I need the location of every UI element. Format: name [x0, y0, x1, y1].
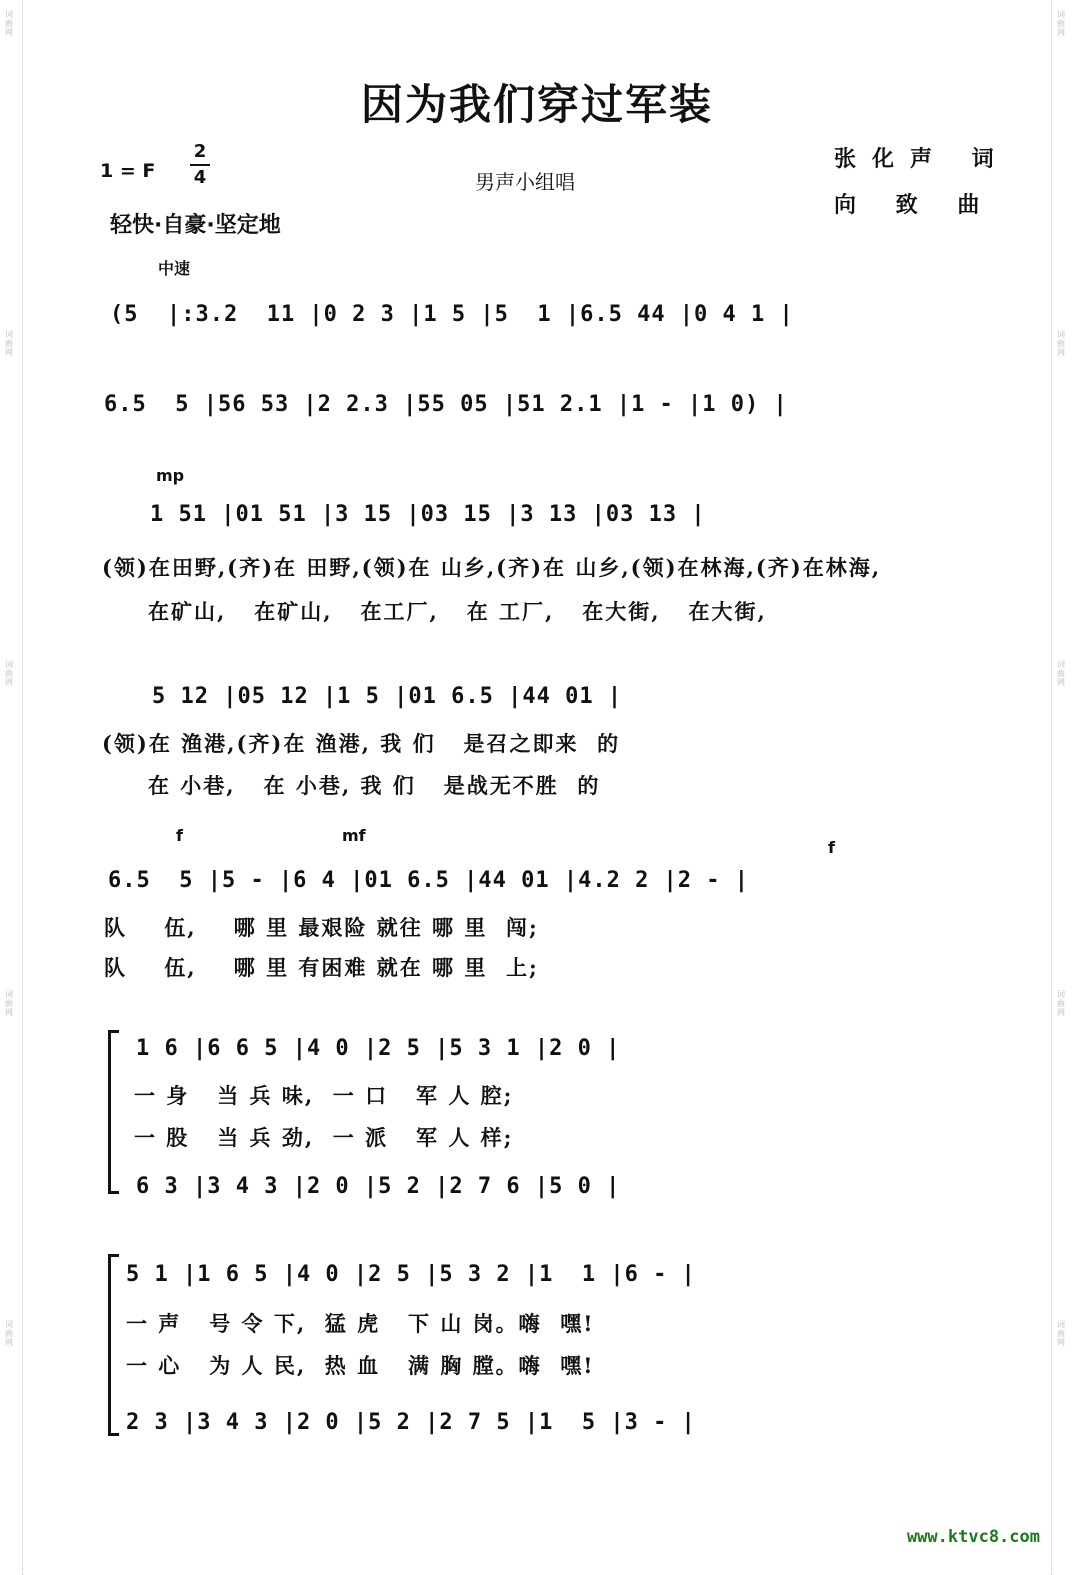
margin-mark: 词曲网	[5, 1320, 13, 1347]
system-bracket-1	[108, 1030, 119, 1194]
margin-mark: 词曲网	[1057, 990, 1065, 1017]
key-signature: 1 = F	[100, 160, 156, 182]
lyricist-credit: 张化声 词	[834, 146, 1010, 172]
tempo-marking: 中速	[158, 259, 191, 278]
lyrics-row-4-verse-2: 在 小巷, 在 小巷, 我 们 是战无不胜 的	[148, 773, 601, 798]
dynamic-mf: mf	[342, 826, 366, 845]
meter-divider	[190, 164, 210, 166]
lyrics-row-6-verse-2: 一 股 当 兵 劲, 一 派 军 人 样;	[134, 1125, 514, 1150]
notation-row-6-upper: 1 6 |6 6 5 |4 0 |2 5 |5 3 1 |2 0 |	[136, 1036, 621, 1061]
site-watermark: www.ktvc8.com	[906, 1527, 1040, 1547]
margin-mark: 词曲网	[1057, 1320, 1065, 1347]
margin-mark: 词曲网	[5, 330, 13, 357]
margin-mark: 词曲网	[5, 660, 13, 687]
margin-mark: 词曲网	[5, 990, 13, 1017]
time-signature	[190, 142, 210, 188]
dynamic-mp: mp	[156, 466, 185, 485]
margin-mark: 词曲网	[1057, 10, 1065, 37]
notation-row-6-lower: 6 3 |3 4 3 |2 0 |5 2 |2 7 6 |5 0 |	[136, 1174, 621, 1199]
expression-marking: 轻快·自豪·坚定地	[110, 213, 281, 238]
lyrics-row-7-verse-2: 一 心 为 人 民, 热 血 满 胸 膛。嗨 嘿!	[126, 1353, 595, 1378]
meter-bottom: 4	[193, 167, 207, 188]
right-margin-watermark	[1051, 0, 1074, 1575]
lyrics-row-6-verse-1: 一 身 当 兵 味, 一 口 军 人 腔;	[134, 1083, 514, 1108]
lyrics-row-3-verse-2: 在矿山, 在矿山, 在工厂, 在 工厂, 在大街, 在大街,	[148, 599, 767, 624]
dynamic-f: f	[176, 826, 183, 845]
lyrics-row-5-verse-2: 队 伍, 哪 里 有困难 就在 哪 里 上;	[104, 955, 539, 980]
composer-credit: 向 致 曲	[834, 192, 996, 218]
notation-row-7-upper: 5 1 |1 6 5 |4 0 |2 5 |5 3 2 |1 1 |6 - |	[126, 1262, 696, 1287]
meter-top: 2	[193, 141, 207, 162]
lyrics-row-4-verse-1: (领)在 渔港,(齐)在 渔港, 我 们 是召之即来 的	[102, 731, 621, 756]
margin-mark: 词曲网	[1057, 330, 1065, 357]
notation-row-1: (5 |:3.2 11 |0 2 3 |1 5 |5 1 |6.5 44 |0 4 1 |	[110, 302, 794, 327]
notation-row-3: 1 51 |01 51 |3 15 |03 15 |3 13 |03 13 |	[150, 502, 706, 527]
margin-mark: 词曲网	[1057, 660, 1065, 687]
lyrics-row-3-verse-1: (领)在田野,(齐)在 田野,(领)在 山乡,(齐)在 山乡,(领)在林海,(齐)在林海,	[102, 555, 882, 580]
left-margin-watermark	[0, 0, 23, 1575]
lyrics-row-7-verse-1: 一 声 号 令 下, 猛 虎 下 山 岗。嗨 嘿!	[126, 1311, 595, 1336]
notation-row-4: 5 12 |05 12 |1 5 |01 6.5 |44 01 |	[152, 684, 623, 709]
notation-row-5: 6.5 5 |5 - |6 4 |01 6.5 |44 01 |4.2 2 |2 - |	[108, 868, 750, 893]
song-title: 因为我们穿过军装	[360, 80, 713, 129]
lyrics-row-5-verse-1: 队 伍, 哪 里 最艰险 就往 哪 里 闯;	[104, 915, 539, 940]
notation-row-2: 6.5 5 |56 53 |2 2.3 |55 05 |51 2.1 |1 - |1 0) |	[104, 392, 788, 417]
performance-form: 男声小组唱	[475, 170, 575, 194]
margin-mark: 词曲网	[5, 10, 13, 37]
notation-row-7-lower: 2 3 |3 4 3 |2 0 |5 2 |2 7 5 |1 5 |3 - |	[126, 1410, 696, 1435]
system-bracket-2	[108, 1254, 119, 1436]
dynamic-f-2: f	[828, 838, 835, 857]
